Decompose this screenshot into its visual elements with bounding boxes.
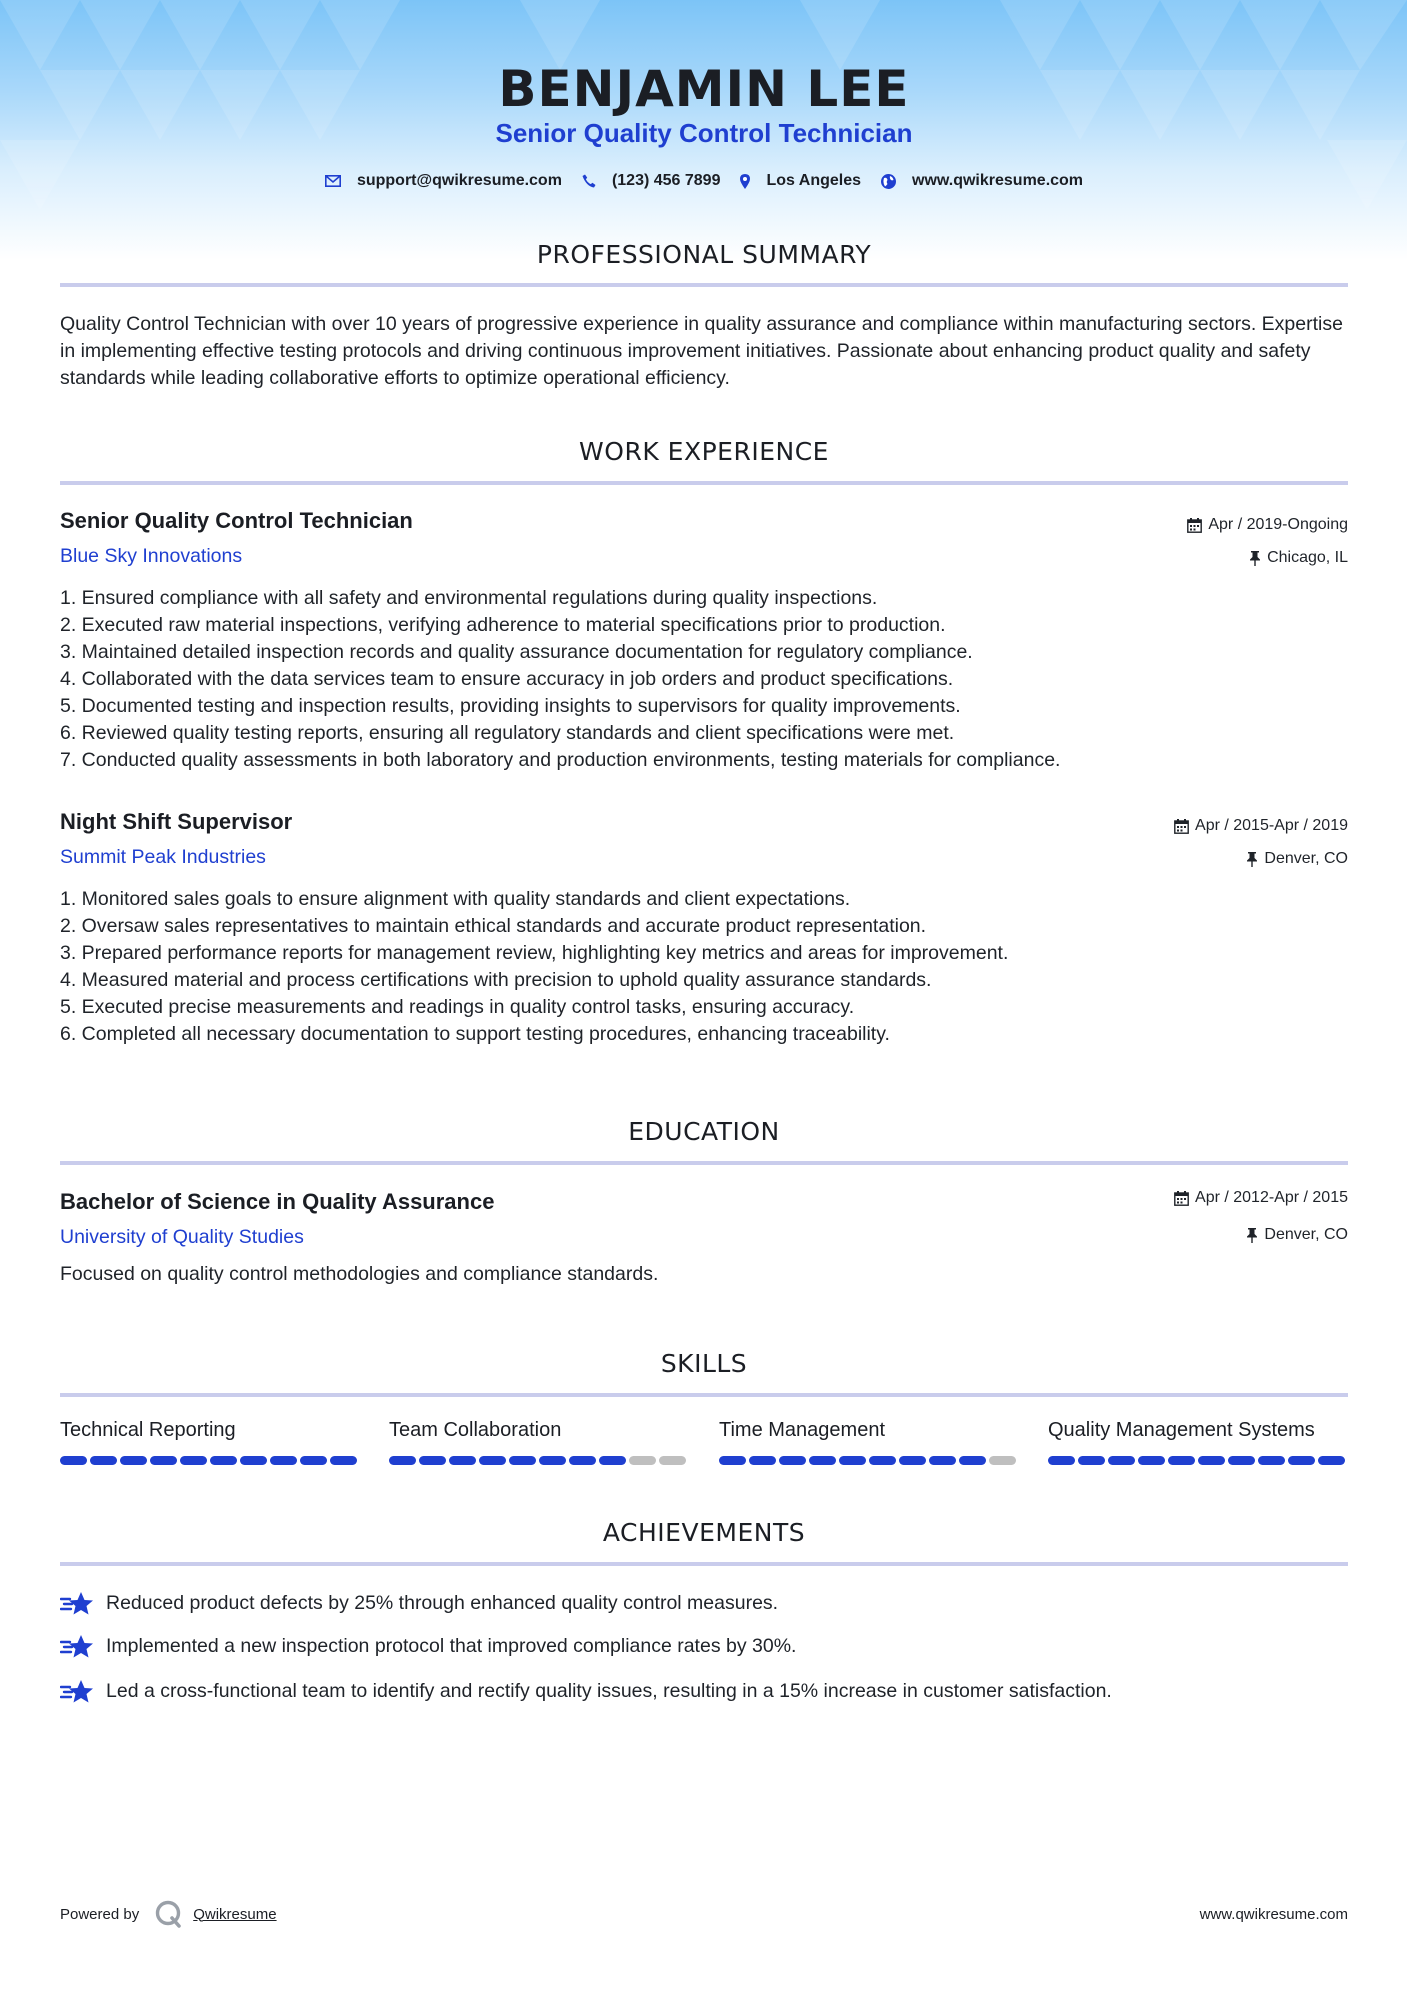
skill-segment-filled: [839, 1456, 866, 1465]
envelope-icon: [325, 175, 341, 187]
skill-segment-filled: [899, 1456, 926, 1465]
education-location: [1246, 1226, 1348, 1244]
duty-item: 5. Executed precise measurements and readings in quality control tasks, ensuring accuracy.: [60, 996, 855, 1018]
education-dates-text: Apr / 2012-Apr / 2015: [1195, 1189, 1348, 1206]
skill-name: Team Collaboration: [389, 1419, 562, 1441]
qwikresume-link[interactable]: Qwikresume: [193, 1905, 277, 1923]
footer-website[interactable]: www.qwikresume.com: [1199, 1906, 1348, 1923]
candidate-title: Senior Quality Control Technician: [495, 118, 913, 148]
map-pin-icon: [740, 174, 750, 189]
achievement-item: [60, 1633, 796, 1659]
duty-item: 5. Documented testing and inspection results, providing insights to supervisors for quality improvements.: [60, 695, 961, 717]
summary-heading: PROFESSIONAL SUMMARY: [536, 240, 872, 269]
duty-item: 2. Executed raw material inspections, verifying adherence to material specifications prior to production.: [60, 614, 946, 636]
website-text: www.qwikresume.com: [912, 172, 1084, 189]
candidate-name: BENJAMIN LEE: [498, 60, 910, 118]
skill-segment-filled: [150, 1456, 177, 1465]
skill-segment-filled: [1318, 1456, 1345, 1465]
skill-segment-filled: [270, 1456, 297, 1465]
email-text: support@qwikresume.com: [356, 172, 562, 189]
degree-name: Bachelor of Science in Quality Assurance: [60, 1189, 495, 1214]
duty-item: 4. Measured material and process certifications with precision to uphold quality assurance standards.: [60, 969, 932, 991]
globe-icon: [881, 174, 896, 189]
pushpin-icon: [1246, 852, 1258, 867]
calendar-icon: [1174, 819, 1189, 834]
job-dates: [1187, 516, 1348, 534]
skill-segment-filled: [180, 1456, 207, 1465]
duty-item: 6. Completed all necessary documentation to support testing procedures, enhancing traceability.: [60, 1023, 890, 1045]
contact-location: [740, 172, 861, 190]
location-text: Los Angeles: [766, 172, 862, 189]
achievement-text: Implemented a new inspection protocol that improved compliance rates by 30%.: [106, 1634, 797, 1657]
skill-segment-filled: [539, 1456, 566, 1465]
skill-name: Time Management: [719, 1419, 885, 1441]
skill-segment-filled: [419, 1456, 446, 1465]
skill-segment-filled: [719, 1456, 746, 1465]
duty-item: 6. Reviewed quality testing reports, ensuring all regulatory standards and client specifications were met.: [60, 722, 955, 744]
education-heading: EDUCATION: [628, 1117, 780, 1146]
qwikresume-logo-icon: [155, 1900, 183, 1928]
job-dates-text: Apr / 2015-Apr / 2019: [1195, 817, 1348, 834]
skill-segment-filled: [869, 1456, 896, 1465]
skill-segment-filled: [599, 1456, 626, 1465]
duty-item: 1. Ensured compliance with all safety and environmental regulations during quality inspections.: [60, 587, 878, 609]
skills-heading: SKILLS: [660, 1349, 748, 1378]
skill-segment-filled: [809, 1456, 836, 1465]
achievements-divider: [60, 1562, 1348, 1566]
skill-level-bar: [389, 1456, 689, 1465]
skills-divider: [60, 1393, 1348, 1397]
achievements-heading: ACHIEVEMENTS: [602, 1518, 806, 1547]
achievement-text: Led a cross-functional team to identify and rectify quality issues, resulting in a 15% increase in customer satisfaction.: [106, 1679, 1112, 1702]
skill-segment-filled: [240, 1456, 267, 1465]
phone-text: (123) 456 7899: [611, 172, 721, 189]
shooting-star-icon: [60, 1678, 94, 1704]
pushpin-icon: [1249, 551, 1261, 566]
education-dates: [1174, 1189, 1348, 1207]
job-dates: [1174, 817, 1348, 835]
education-divider: [60, 1161, 1348, 1165]
calendar-icon: [1187, 518, 1202, 533]
summary-divider: [60, 283, 1348, 287]
skill-segment-filled: [90, 1456, 117, 1465]
job-location-text: Denver, CO: [1264, 850, 1348, 867]
duty-item: 2. Oversaw sales representatives to maintain ethical standards and accurate product representation.: [60, 915, 927, 937]
skill-segment-filled: [1228, 1456, 1255, 1465]
job-duties: [60, 585, 1348, 774]
skill-segment-filled: [929, 1456, 956, 1465]
skill-name: Technical Reporting: [60, 1419, 236, 1441]
company-name: Summit Peak Industries: [60, 846, 266, 868]
skill-item: [719, 1419, 1019, 1465]
skill-segment-filled: [779, 1456, 806, 1465]
education-location-text: Denver, CO: [1264, 1226, 1348, 1243]
company-name: Blue Sky Innovations: [60, 545, 243, 567]
skill-segment-filled: [330, 1456, 357, 1465]
skill-segment-filled: [1198, 1456, 1225, 1465]
job-location: [1246, 850, 1348, 868]
achievement-text: Reduced product defects by 25% through enhanced quality control measures.: [106, 1591, 779, 1614]
skill-segment-filled: [389, 1456, 416, 1465]
footer-powered-by: [60, 1900, 277, 1928]
duty-item: 4. Collaborated with the data services team to ensure accuracy in job orders and product specifications.: [60, 668, 954, 690]
skill-segment-filled: [60, 1456, 87, 1465]
duty-item: 3. Prepared performance reports for management review, highlighting key metrics and areas for improvement.: [60, 942, 1009, 964]
skill-segment-filled: [749, 1456, 776, 1465]
skill-segment-filled: [1048, 1456, 1075, 1465]
skill-segment-filled: [1138, 1456, 1165, 1465]
experience-divider: [60, 481, 1348, 485]
experience-heading: WORK EXPERIENCE: [579, 437, 829, 466]
powered-by-label: Powered by: [60, 1905, 140, 1923]
calendar-icon: [1174, 1191, 1189, 1206]
skill-item: [1048, 1419, 1348, 1465]
skill-segment-empty: [629, 1456, 656, 1465]
skill-segment-filled: [120, 1456, 147, 1465]
skill-segment-filled: [509, 1456, 536, 1465]
skill-segment-empty: [659, 1456, 686, 1465]
skill-name: Quality Management Systems: [1048, 1419, 1315, 1441]
contact-email[interactable]: [325, 172, 562, 190]
pushpin-icon: [1246, 1228, 1258, 1243]
contact-phone[interactable]: [582, 172, 721, 190]
job-duties: [60, 886, 1348, 1048]
duty-item: 1. Monitored sales goals to ensure alignment with quality standards and client expectations.: [60, 888, 851, 910]
duty-item: 7. Conducted quality assessments in both laboratory and production environments, testing materials for compliance.: [60, 749, 1061, 771]
shooting-star-icon: [60, 1633, 94, 1659]
skill-segment-filled: [1108, 1456, 1135, 1465]
skill-segment-filled: [959, 1456, 986, 1465]
skill-level-bar: [60, 1456, 360, 1465]
summary-text: Quality Control Technician with over 10 years of progressive experience in quality assurance and compliance within manufacturing sectors. Expertise in implementing effective testing protocols and driving continuous improvement initiatives. Passionate about enhancing product quality and safety standards while leading collaborative efforts to optimize operational efficiency.: [60, 313, 1343, 389]
job-title: Night Shift Supervisor: [60, 809, 293, 834]
skill-segment-filled: [1078, 1456, 1105, 1465]
contact-website[interactable]: [881, 172, 1083, 190]
skill-segment-filled: [479, 1456, 506, 1465]
skill-segment-filled: [1258, 1456, 1285, 1465]
job-location-text: Chicago, IL: [1267, 549, 1348, 566]
skill-segment-filled: [569, 1456, 596, 1465]
skill-segment-filled: [300, 1456, 327, 1465]
school-name: University of Quality Studies: [60, 1226, 304, 1248]
achievement-item: [60, 1590, 778, 1616]
phone-icon: [582, 174, 596, 188]
skill-segment-filled: [1168, 1456, 1195, 1465]
job-title: Senior Quality Control Technician: [60, 508, 413, 533]
skill-level-bar: [1048, 1456, 1348, 1465]
job-dates-text: Apr / 2019-Ongoing: [1208, 516, 1348, 533]
skill-segment-filled: [210, 1456, 237, 1465]
skill-segment-empty: [989, 1456, 1016, 1465]
skill-segment-filled: [1288, 1456, 1315, 1465]
education-description: Focused on quality control methodologies and compliance standards.: [60, 1263, 659, 1285]
shooting-star-icon: [60, 1590, 94, 1616]
skill-item: [389, 1419, 689, 1465]
skill-segment-filled: [449, 1456, 476, 1465]
achievement-item: [60, 1678, 1112, 1704]
contact-bar: [60, 172, 1348, 190]
duty-item: 3. Maintained detailed inspection records and quality assurance documentation for regulatory compliance.: [60, 641, 973, 663]
skill-item: [60, 1419, 360, 1465]
skill-level-bar: [719, 1456, 1019, 1465]
job-location: [1249, 549, 1348, 567]
